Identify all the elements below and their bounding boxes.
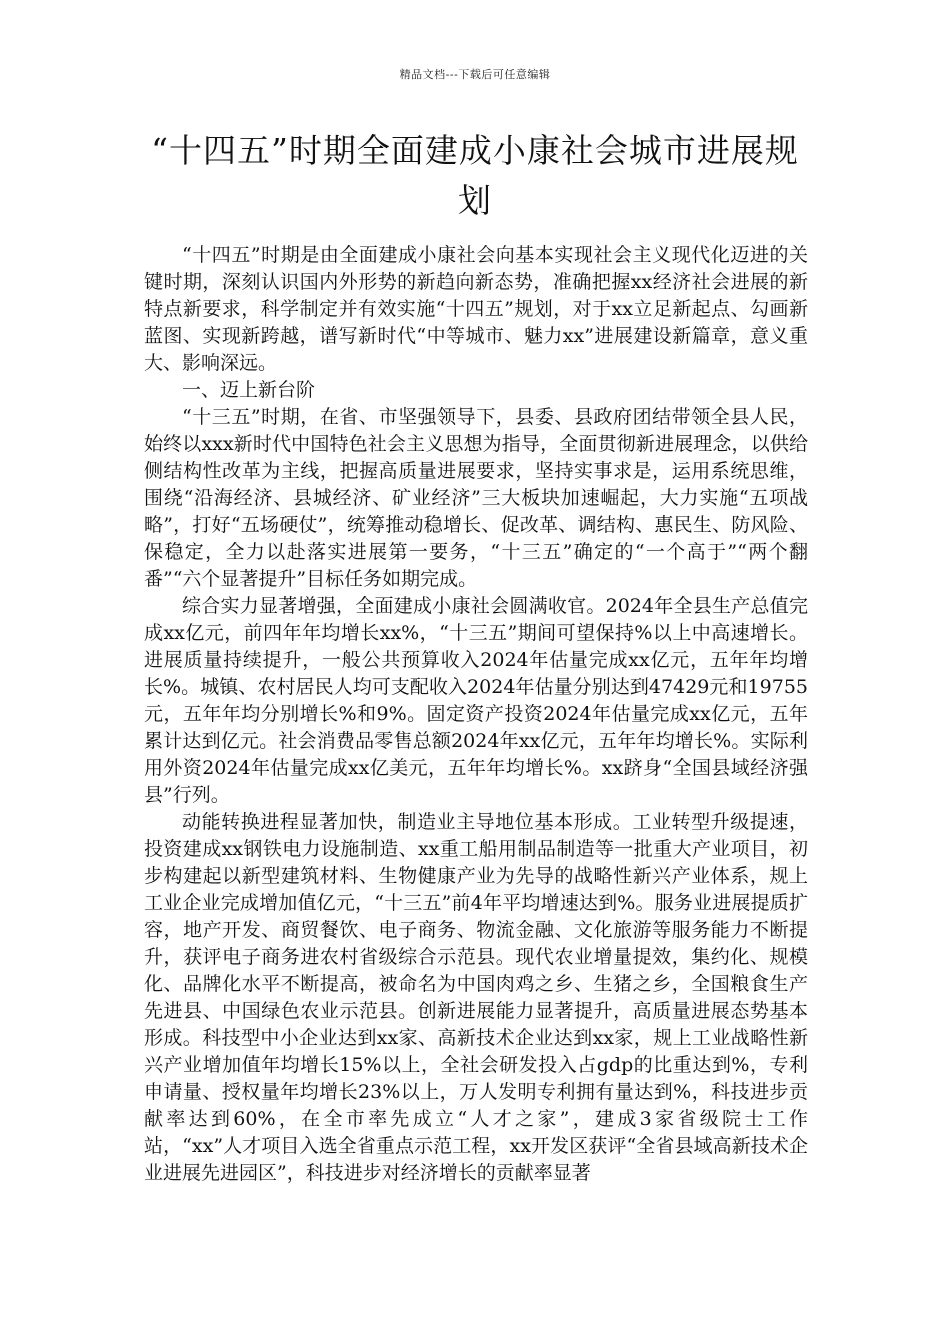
- document-body: [144, 242, 808, 1187]
- paragraph-momentum: 动能转换进程显著加快，制造业主导地位基本形成。工业转型升级提速，投资建成xx钢铁电力设施制造、xx重工船用制品制造等一批重大产业项目，初步构建起以新型建筑材料、生物健康产业为先导的战略性新兴产业体系，规上工业企业完成增加值亿元，“十三五”前4年平均增速达到%。服务业进展提质扩容，地产开发、商贸餐饮、电子商务、物流金融、文化旅游等服务能力不断提升，获评电子商务进农村省级综合示范县。现代农业增量提效，集约化、规模化、品牌化水平不断提高，被命名为中国肉鸡之乡、生猪之乡，全国粮食生产先进县、中国绿色农业示范县。创新进展能力显著提升，高质量进展态势基本形成。科技型中小企业达到xx家、高新技术企业达到xx家，规上工业战略性新兴产业增加值年均增长15%以上，全社会研发投入占gdp的比重达到%，专利申请量、授权量年均增长23%以上，万人发明专利拥有量达到%，科技进步贡献率达到60%，在全市率先成立“人才之家”，建成3家省级院士工作站，“xx”人才项目入选全省重点示范工程，xx开发区获评“全省县域高新技术企业进展先进园区”，科技进步对经济增长的贡献率显著: [144, 811, 808, 1184]
- paragraph-review: “十三五”时期，在省、市坚强领导下，县委、县政府团结带领全县人民，始终以xxx新时代中国特色社会主义思想为指导，全面贯彻新进展理念，以供给侧结构性改革为主线，把握高质量进展要求，坚持实事求是，运用系统思维，围绕“沿海经济、县城经济、矿业经济”三大板块加速崛起，大力实施“五项战略”，打好“五场硬仗”，统筹推动稳增长、促改革、调结构、惠民生、防风险、保稳定，全力以赴落实进展第一要务，“十三五”确定的“一个高于”“两个翻番”“六个显著提升”目标任务如期完成。: [144, 406, 808, 590]
- section-heading: 一、迈上新台阶: [182, 379, 316, 401]
- paragraph-strength: 综合实力显著增强，全面建成小康社会圆满收官。2024年全县生产总值完成xx亿元，前四年年均增长xx%，“十三五”期间可望保持%以上中高速增长。进展质量持续提升，一般公共预算收入2024年估量完成xx亿元，五年年均增长%。城镇、农村居民人均可支配收入2024年估量分别达到47429元和19755元，五年年均分别增长%和9%。固定资产投资2024年估量完成xx亿元，五年累计达到亿元。社会消费品零售总额2024年xx亿元，五年年均增长%。实际利用外资2024年估量完成xx亿美元，五年年均增长%。xx跻身“全国县域经济强县”行列。: [144, 595, 808, 806]
- header-note: 精品文档---下载后可任意编辑: [399, 68, 551, 81]
- document-title: “十四五”时期全面建成小康社会城市进展规划: [151, 131, 799, 220]
- paragraph-intro: “十四五”时期是由全面建成小康社会向基本实现社会主义现代化迈进的关键时期，深刻认识国内外形势的新趋向新态势，准确把握xx经济社会进展的新特点新要求，科学制定并有效实施“十四五”规划，对于xx立足新起点、勾画新蓝图、实现新跨越，谱写新时代“中等城市、魅力xx”进展建设新篇章，意义重大、影响深远。: [144, 244, 808, 374]
